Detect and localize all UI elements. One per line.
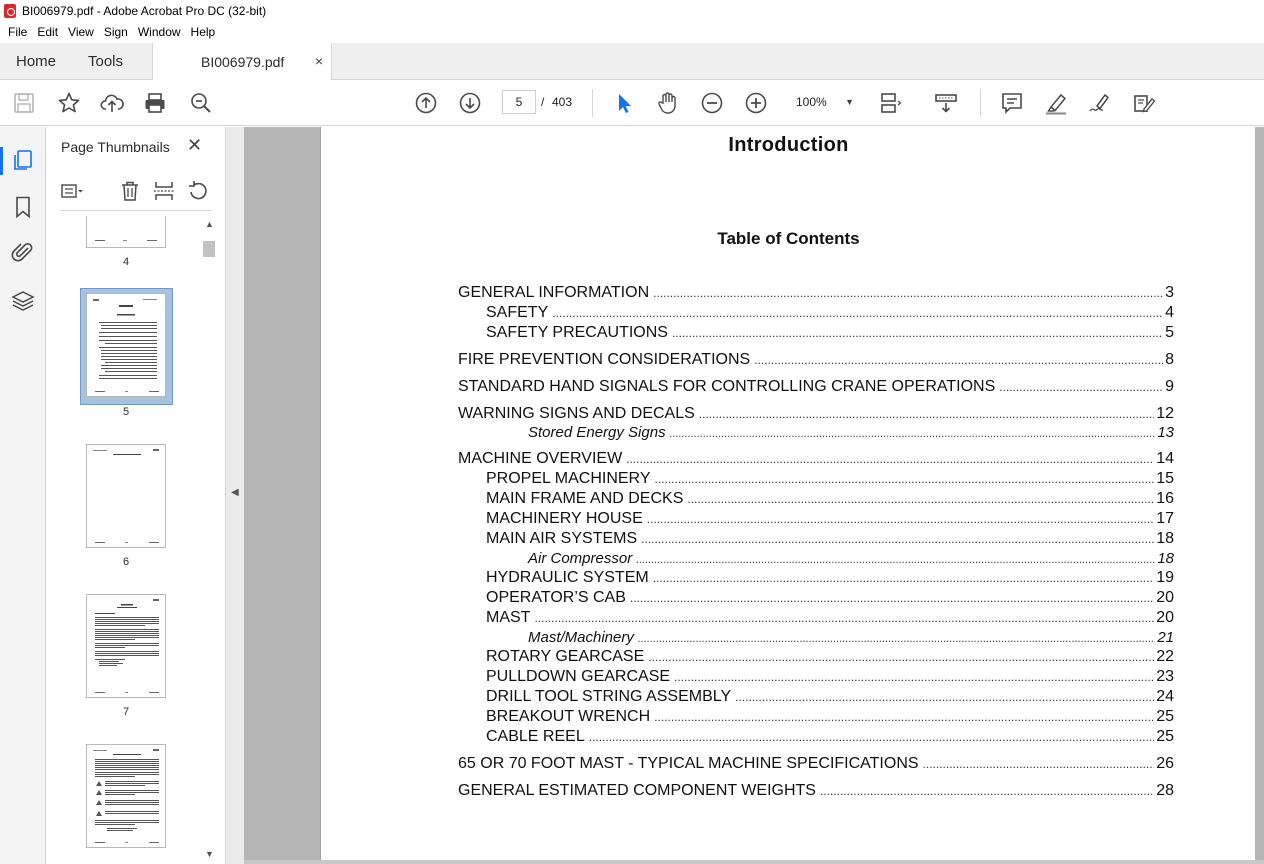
toc-entry[interactable] — [458, 450, 1174, 468]
comment-icon[interactable] — [1000, 91, 1024, 115]
highlight-icon[interactable] — [1044, 91, 1068, 115]
page-thumbnail-4[interactable] — [86, 216, 166, 248]
toc-entry[interactable] — [528, 550, 1174, 567]
toc-entry-title: DRILL TOOL STRING ASSEMBLY — [486, 688, 732, 705]
zoom-value: 100% — [796, 95, 827, 109]
page-down-icon[interactable] — [458, 91, 482, 115]
rotate-page-icon[interactable] — [186, 179, 210, 203]
pdf-page — [320, 127, 1255, 864]
toc-leader-dots — [699, 407, 1154, 421]
toc-entry-page: 20 — [1156, 589, 1174, 606]
toc-leader-dots — [626, 452, 1154, 466]
toc-entry-title: MAST — [486, 609, 531, 626]
upload-icon[interactable] — [100, 91, 124, 115]
toc-entry-title: 65 OR 70 FOOT MAST - TYPICAL MACHINE SPECIFICATIONS — [458, 755, 919, 772]
toc-entry-page: 23 — [1156, 668, 1174, 685]
main-toolbar — [0, 80, 1264, 126]
toc-entry-title: GENERAL INFORMATION — [458, 284, 650, 301]
menu-file[interactable]: File — [8, 25, 28, 39]
toc-leader-dots — [630, 591, 1154, 605]
toc-entry-title: MACHINE OVERVIEW — [458, 450, 623, 467]
close-tab-icon[interactable]: × — [314, 53, 323, 69]
toc-entry-title: MAIN FRAME AND DECKS — [486, 490, 684, 507]
toc-entry[interactable] — [486, 324, 1174, 342]
toc-entry-title: PULLDOWN GEARCASE — [486, 668, 671, 685]
toc-entry-title: WARNING SIGNS AND DECALS — [458, 405, 695, 422]
tab-tools[interactable]: Tools — [88, 53, 124, 70]
scroll-mode-icon[interactable] — [934, 91, 958, 115]
toc-entry[interactable] — [486, 589, 1174, 607]
toc-entry[interactable] — [528, 424, 1174, 441]
toc-entry-page: 26 — [1156, 755, 1174, 772]
toc-title: Table of Contents — [717, 229, 860, 248]
toc-entry-title: BREAKOUT WRENCH — [486, 708, 651, 725]
toc-entry-title: Mast/Machinery — [528, 629, 634, 646]
toc-entry[interactable] — [486, 490, 1174, 508]
chevron-down-icon[interactable]: ▼ — [205, 849, 214, 859]
toolbar-divider — [592, 89, 593, 117]
search-zoom-icon[interactable] — [189, 91, 213, 115]
toc-entry-page: 3 — [1165, 284, 1174, 301]
extract-page-icon[interactable] — [152, 179, 176, 203]
toc-entry-page: 28 — [1156, 782, 1174, 799]
toc-entry-page: 8 — [1165, 351, 1174, 368]
toc-entry-title: ROTARY GEARCASE — [486, 648, 645, 665]
tab-document[interactable] — [152, 43, 332, 81]
toc-leader-dots — [589, 730, 1154, 744]
toc-entry[interactable] — [486, 530, 1174, 548]
toc-entry-page: 25 — [1156, 708, 1174, 725]
zoom-select[interactable] — [790, 90, 858, 114]
layers-icon[interactable] — [11, 289, 35, 313]
print-icon[interactable] — [143, 91, 167, 115]
document-viewer[interactable] — [244, 127, 1264, 864]
toc-leader-dots — [641, 532, 1154, 546]
toc-entry-page: 4 — [1165, 304, 1174, 321]
page-thumbnails-icon[interactable] — [11, 148, 35, 172]
toc-leader-dots — [534, 611, 1154, 625]
menu-window[interactable]: Window — [137, 25, 181, 39]
thumbnail-page-number: 7 — [122, 706, 130, 718]
toc-entry-page: 12 — [1156, 405, 1174, 422]
hand-tool-icon[interactable] — [656, 91, 680, 115]
toc-entry-title: SAFETY PRECAUTIONS — [486, 324, 668, 341]
toc-entry-page: 5 — [1165, 324, 1174, 341]
toc-entry[interactable] — [458, 782, 1174, 800]
toc-leader-dots — [653, 571, 1155, 585]
toc-entry[interactable] — [486, 569, 1174, 587]
page-thumbnail-5[interactable] — [86, 293, 166, 397]
toc-leader-dots — [820, 784, 1154, 798]
left-navigation-rail — [0, 127, 46, 864]
toc-entry-title: CABLE REEL — [486, 728, 585, 745]
toc-entry-title: MACHINERY HOUSE — [486, 510, 643, 527]
toc-entry-page: 24 — [1156, 688, 1174, 705]
menu-sign[interactable]: Sign — [103, 25, 128, 39]
toc-entry-title: FIRE PREVENTION CONSIDERATIONS — [458, 351, 751, 368]
toc-entry-page: 18 — [1156, 530, 1174, 547]
toc-entry[interactable] — [458, 284, 1174, 302]
menu-view[interactable]: View — [68, 25, 94, 39]
panel-title: Page Thumbnails — [61, 139, 170, 155]
toc-entry-title: Air Compressor — [528, 550, 633, 567]
page-separator: / — [541, 95, 545, 109]
active-indicator — [0, 147, 3, 175]
toc-entry-title: OPERATOR’S CAB — [486, 589, 626, 606]
chevron-up-icon[interactable]: ▲ — [205, 219, 214, 229]
tab-bar — [0, 43, 1264, 80]
toc-entry[interactable] — [486, 708, 1174, 726]
scroll-thumb[interactable] — [203, 241, 215, 257]
toc-entry[interactable] — [528, 629, 1174, 646]
toc-entry-page: 16 — [1156, 490, 1174, 507]
menu-bar — [0, 22, 1264, 42]
toc-entry[interactable] — [486, 668, 1174, 686]
toc-entry[interactable] — [486, 510, 1174, 528]
page-thumbnail-6[interactable] — [86, 444, 166, 548]
page-up-icon[interactable] — [414, 91, 438, 115]
toc-leader-dots — [670, 428, 1156, 440]
toc-entry[interactable] — [486, 609, 1174, 627]
toc-leader-dots — [687, 492, 1154, 506]
thumbnail-page-number: 4 — [122, 256, 130, 268]
delete-page-icon[interactable] — [118, 179, 142, 203]
toc-leader-dots — [552, 306, 1163, 320]
panel-collapse-handle[interactable] — [226, 127, 244, 864]
bookmark-star-icon[interactable] — [57, 91, 81, 115]
toc-entry-title: MAIN AIR SYSTEMS — [486, 530, 638, 547]
select-cursor-icon[interactable] — [612, 91, 636, 115]
toc-entry-title: HYDRAULIC SYSTEM — [486, 569, 649, 586]
page-heading: Introduction — [728, 134, 849, 156]
toc-leader-dots — [754, 353, 1163, 367]
toc-leader-dots — [638, 633, 1155, 645]
toc-entry-page: 22 — [1156, 648, 1174, 665]
page-layout-icon[interactable] — [878, 91, 902, 115]
toc-entry-page: 21 — [1157, 629, 1174, 646]
chevron-left-icon: ◀ — [231, 487, 239, 498]
toc-leader-dots — [636, 554, 1155, 566]
toc-entry-title: Stored Energy Signs — [528, 424, 666, 441]
toc-entry[interactable] — [486, 470, 1174, 488]
thumbnail-scrollbar[interactable] — [202, 219, 216, 859]
page-thumbnail-7[interactable] — [86, 594, 166, 698]
toc-leader-dots — [648, 650, 1154, 664]
toc-entry[interactable] — [486, 304, 1174, 322]
toc-entry-title: SAFETY — [486, 304, 549, 321]
toc-entry-page: 9 — [1165, 378, 1174, 395]
tab-home[interactable]: Home — [16, 53, 57, 70]
title-bar — [0, 0, 1264, 22]
close-panel-icon[interactable]: ✕ — [187, 135, 203, 155]
toc-entry-title: GENERAL ESTIMATED COMPONENT WEIGHTS — [458, 782, 816, 799]
thumbnail-page-number: 5 — [122, 406, 130, 418]
toc-entry-page: 25 — [1156, 728, 1174, 745]
menu-edit[interactable]: Edit — [37, 25, 59, 39]
acrobat-icon — [4, 4, 16, 18]
toc-leader-dots — [647, 512, 1154, 526]
toc-entry[interactable] — [486, 688, 1174, 706]
save-icon[interactable] — [12, 91, 36, 115]
toc-leader-dots — [654, 472, 1154, 486]
toc-entry-page: 20 — [1156, 609, 1174, 626]
toc-entry[interactable] — [486, 728, 1174, 746]
toc-entry-page: 13 — [1157, 424, 1174, 441]
total-pages: 403 — [552, 95, 573, 109]
toc-entry-page: 18 — [1157, 550, 1174, 567]
current-page-input[interactable] — [502, 90, 536, 114]
page-thumbnail-8[interactable] — [86, 744, 166, 848]
toc-entry-page: 14 — [1156, 450, 1174, 467]
toc-leader-dots — [923, 757, 1155, 771]
toc-entry-page: 15 — [1156, 470, 1174, 487]
toc-leader-dots — [654, 710, 1154, 724]
toc-leader-dots — [653, 286, 1163, 300]
window-title: BI006979.pdf - Adobe Acrobat Pro DC (32-bit) — [22, 4, 267, 18]
toc-entry[interactable] — [486, 648, 1174, 666]
thumbnail-options-icon[interactable] — [60, 179, 84, 203]
attachments-icon[interactable] — [11, 240, 35, 264]
viewer-bottom-edge — [244, 860, 1264, 864]
toc-entry-title: PROPEL MACHINERY — [486, 470, 651, 487]
toc-entry-page: 17 — [1156, 510, 1174, 527]
toc-entry-page: 19 — [1156, 569, 1174, 586]
toc-entry[interactable] — [458, 351, 1174, 369]
zoom-out-icon[interactable] — [700, 91, 724, 115]
sign-icon[interactable] — [1088, 91, 1112, 115]
bookmarks-icon[interactable] — [11, 195, 35, 219]
toc-entry[interactable] — [458, 755, 1174, 773]
toolbar-divider — [980, 89, 981, 117]
toc-entry[interactable] — [458, 405, 1174, 423]
toc-leader-dots — [674, 670, 1154, 684]
toc-entry-title: STANDARD HAND SIGNALS FOR CONTROLLING CRANE OPERATIONS — [458, 378, 996, 395]
thumbnail-page-number: 6 — [122, 556, 130, 568]
toc-leader-dots — [672, 326, 1163, 340]
zoom-in-icon[interactable] — [744, 91, 768, 115]
edit-tools-icon[interactable] — [1132, 91, 1156, 115]
thumbnail-toolbar — [60, 175, 212, 211]
toc-leader-dots — [735, 690, 1154, 704]
menu-help[interactable]: Help — [190, 25, 216, 39]
toc-entry[interactable] — [458, 378, 1174, 396]
document-tab-title: BI006979.pdf — [201, 54, 285, 70]
chevron-down-icon: ▼ — [845, 97, 854, 107]
toc-leader-dots — [999, 380, 1163, 394]
